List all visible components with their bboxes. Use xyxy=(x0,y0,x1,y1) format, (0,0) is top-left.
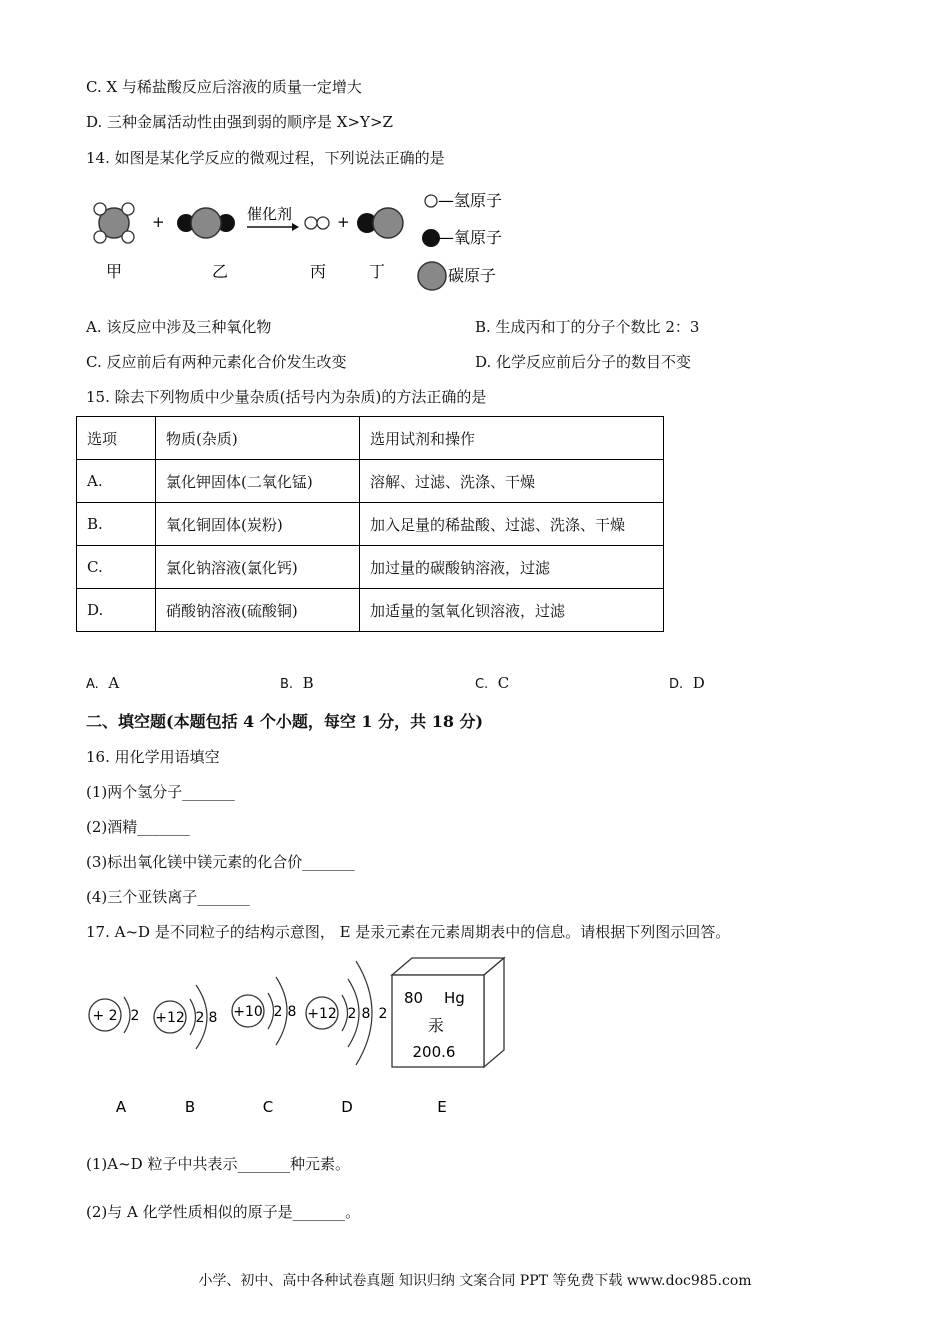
q16-stem: 16. 用化学用语填空 xyxy=(86,748,220,766)
plus-sign-2: + xyxy=(337,213,350,231)
q14-option-d: D. 化学反应前后分子的数目不变 xyxy=(475,353,692,371)
section-title: 二、填空题(本题包括 4 个小题，每空 1 分，共 18 分) xyxy=(86,712,484,731)
table-cell: 氯化钾固体(二氧化锰) xyxy=(156,460,360,503)
table-header-cell: 选项 xyxy=(77,417,156,460)
table-cell: 硝酸钠溶液(硫酸铜) xyxy=(156,589,360,632)
table-row xyxy=(77,503,664,546)
q14-option-b: B. 生成丙和丁的分子个数比 2：3 xyxy=(475,318,700,336)
page-footer: 小学、初中、高中各种试卷真题 知识归纳 文案合同 PPT 等免费下载 www.doc985.com xyxy=(198,1273,752,1289)
table-header-row xyxy=(77,417,664,460)
atom-structure-b xyxy=(154,985,217,1049)
label-ding: 丁 xyxy=(369,262,386,281)
svg-text:+12: +12 xyxy=(155,1010,185,1026)
q15-answer-c: C. C xyxy=(475,674,510,692)
periodic-cell-mercury xyxy=(392,958,504,1067)
atom-structure-c xyxy=(232,977,296,1045)
q15-answer-b: B. B xyxy=(280,674,314,692)
table-row xyxy=(77,546,664,589)
table-cell: 加适量的氢氧化钡溶液，过滤 xyxy=(360,589,664,632)
label-b: B xyxy=(184,1098,196,1116)
svg-text:8: 8 xyxy=(208,1010,218,1026)
molecule-h2 xyxy=(305,217,329,229)
label-e: E xyxy=(437,1098,447,1116)
q13-option-c: C. X 与稀盐酸反应后溶液的质量一定增大 xyxy=(86,78,362,96)
legend-hydrogen: —氢原子 xyxy=(438,191,503,210)
q16-item-4: (4)三个亚铁离子_______ xyxy=(86,888,250,906)
svg-text:2: 2 xyxy=(273,1004,283,1020)
table-cell: 加过量的碳酸钠溶液，过滤 xyxy=(360,546,664,589)
label-yi: 乙 xyxy=(212,262,229,281)
element-name: 汞 xyxy=(427,1016,445,1035)
q17-stem: 17. A~D 是不同粒子的结构示意图， E 是汞元素在元素周期表中的信息。请根据下列图示回答。 xyxy=(86,923,731,941)
q14-reaction-diagram xyxy=(86,183,526,293)
q15-table xyxy=(76,416,664,632)
atomic-number: 80 xyxy=(404,989,424,1007)
table-cell: B. xyxy=(77,503,156,546)
svg-text:2: 2 xyxy=(195,1010,205,1026)
table-row xyxy=(77,589,664,632)
svg-text:+12: +12 xyxy=(307,1006,337,1022)
svg-text:2: 2 xyxy=(130,1008,140,1024)
label-d: D xyxy=(341,1098,353,1116)
catalyst-label: 催化剂 xyxy=(247,205,293,223)
q15-answer-a: A. A xyxy=(86,674,120,692)
table-cell: 氧化铜固体(炭粉) xyxy=(156,503,360,546)
q15-stem: 15. 除去下列物质中少量杂质(括号内为杂质)的方法正确的是 xyxy=(86,388,487,406)
table-cell: D. xyxy=(77,589,156,632)
label-c: C xyxy=(262,1098,274,1116)
table-cell: A. xyxy=(77,460,156,503)
arrow-head-icon xyxy=(292,223,299,231)
atom-structure-a xyxy=(89,997,139,1033)
plus-sign-1: + xyxy=(152,213,165,231)
label-jia: 甲 xyxy=(106,262,123,281)
table-cell: 加入足量的稀盐酸、过滤、洗涤、干燥 xyxy=(360,503,664,546)
table-header-cell: 选用试剂和操作 xyxy=(360,417,664,460)
svg-text:+ 2: + 2 xyxy=(92,1008,118,1024)
svg-text:+10: +10 xyxy=(233,1004,263,1020)
legend-oxygen: —氧原子 xyxy=(438,228,503,247)
molecule-co xyxy=(357,208,403,238)
table-header-cell: 物质(杂质) xyxy=(156,417,360,460)
table-cell: C. xyxy=(77,546,156,589)
q15-answer-d: D. D xyxy=(669,674,705,692)
q17-sub-2: (2)与 A 化学性质相似的原子是_______。 xyxy=(86,1203,361,1221)
label-a: A xyxy=(115,1098,127,1116)
label-bing: 丙 xyxy=(310,262,327,281)
q14-option-a: A. 该反应中涉及三种氧化物 xyxy=(86,318,272,336)
atomic-mass: 200.6 xyxy=(412,1043,456,1061)
svg-text:2: 2 xyxy=(347,1006,357,1022)
q16-item-2: (2)酒精_______ xyxy=(86,818,190,836)
svg-text:2: 2 xyxy=(378,1006,388,1022)
carbon-legend-icon xyxy=(418,262,446,290)
q14-stem: 14. 如图是某化学反应的微观过程，下列说法正确的是 xyxy=(86,149,445,167)
q14-option-c: C. 反应前后有两种元素化合价发生改变 xyxy=(86,353,347,371)
table-row xyxy=(77,460,664,503)
molecule-methane xyxy=(94,203,134,243)
svg-text:8: 8 xyxy=(287,1004,297,1020)
table-cell: 氯化钠溶液(氯化钙) xyxy=(156,546,360,589)
q17-sub-1: (1)A~D 粒子中共表示_______种元素。 xyxy=(86,1155,350,1173)
q16-item-3: (3)标出氧化镁中镁元素的化合价_______ xyxy=(86,853,355,871)
q17-structure-diagram xyxy=(86,955,516,1125)
q16-item-1: (1)两个氢分子_______ xyxy=(86,783,235,801)
atom-structure-d xyxy=(306,961,387,1065)
q13-option-d: D. 三种金属活动性由强到弱的顺序是 X>Y>Z xyxy=(86,113,393,131)
hydrogen-legend-icon xyxy=(425,195,437,207)
table-cell: 溶解、过滤、洗涤、干燥 xyxy=(360,460,664,503)
element-symbol: Hg xyxy=(444,989,465,1007)
svg-text:8: 8 xyxy=(361,1006,371,1022)
molecule-co2 xyxy=(177,208,235,238)
legend-carbon: 碳原子 xyxy=(448,266,497,285)
